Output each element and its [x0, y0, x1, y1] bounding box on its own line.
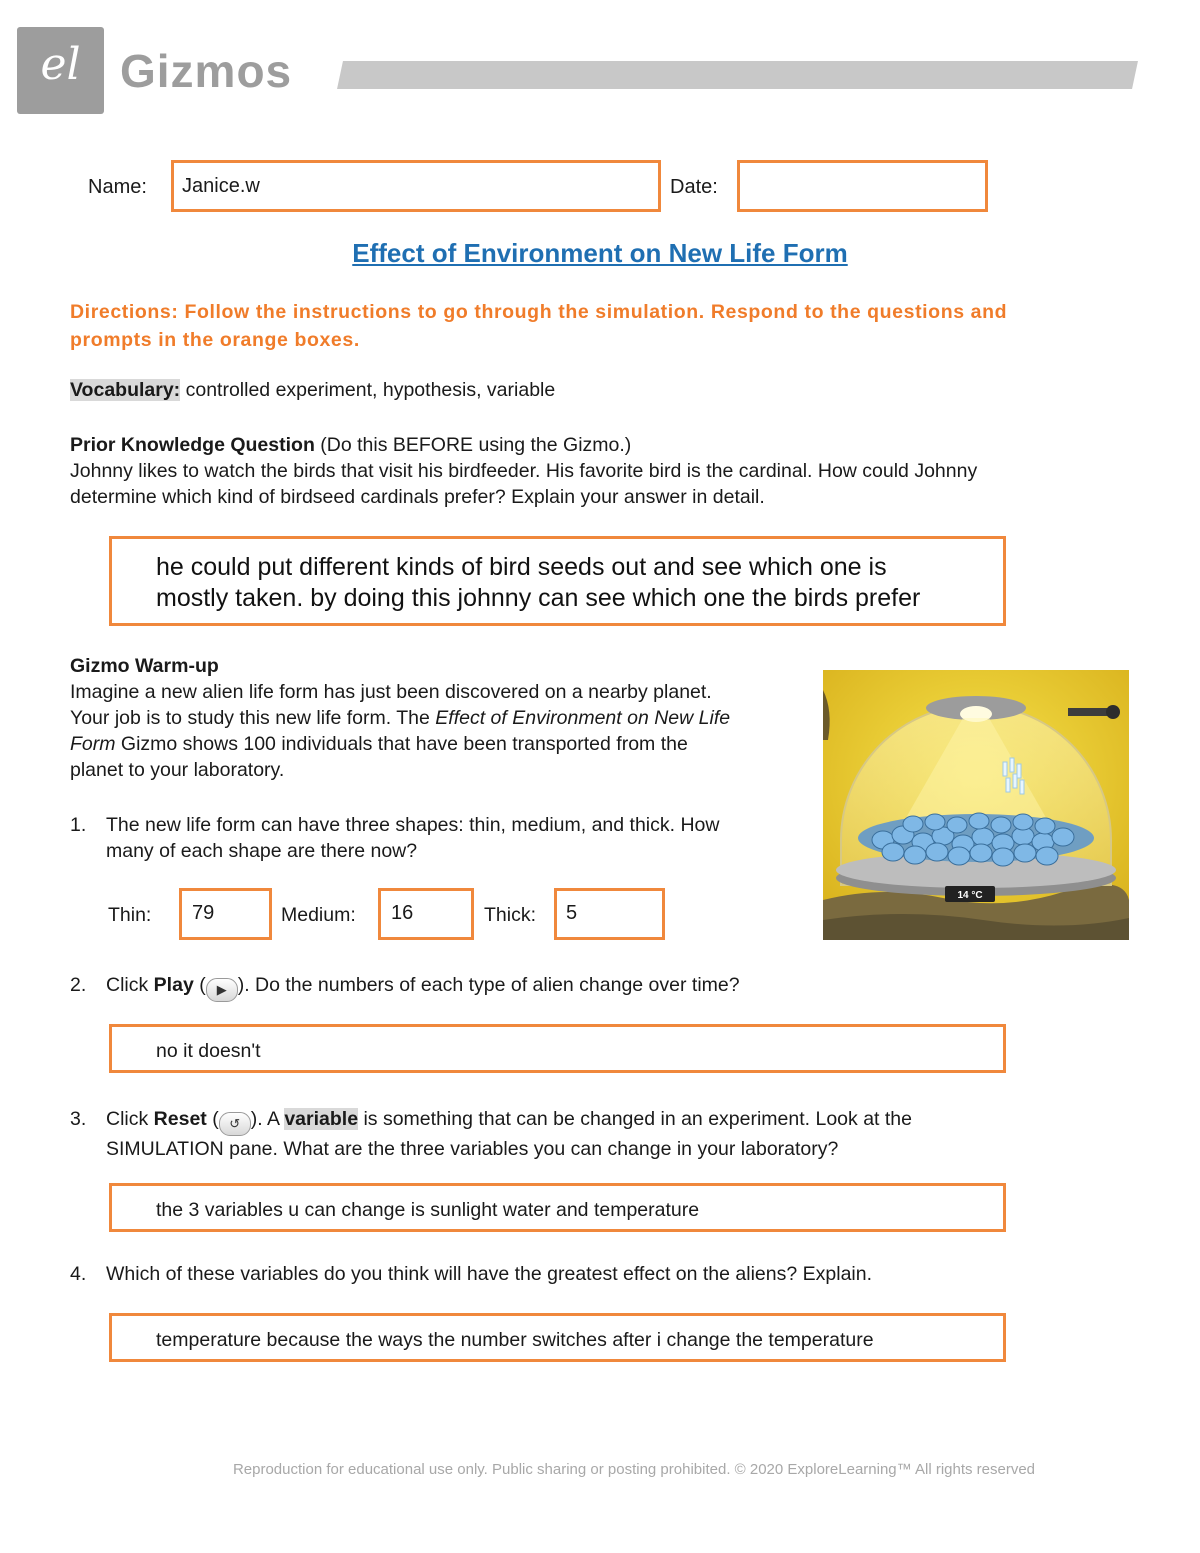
q3-mid: ). A [250, 1108, 285, 1130]
q3-pre: Click [106, 1108, 154, 1130]
thick-label: Thick: [484, 904, 537, 926]
warmup-heading: Gizmo Warm-up [70, 655, 219, 677]
name-field[interactable] [171, 160, 661, 212]
q4-text: Which of these variables do you think will have the greatest effect on the aliens? Explain. [106, 1263, 873, 1285]
medium-field[interactable] [378, 888, 474, 940]
q2-answer: no it doesn't [156, 1040, 261, 1062]
q3-number: 3. [70, 1108, 87, 1130]
directions-line-2: prompts in the orange boxes. [70, 329, 360, 351]
prior-answer-line-2: mostly taken. by doing this johnny can see which one the birds prefer [156, 584, 921, 612]
thick-value: 5 [566, 902, 578, 924]
warmup-line-3b: Gizmo shows 100 individuals that have been transported from the [115, 733, 688, 755]
thin-value: 79 [192, 902, 215, 924]
q1-line-2: many of each shape are there now? [106, 840, 418, 862]
q2-open: ( [193, 974, 206, 996]
q2-post: ). Do the numbers of each type of alien change over time? [237, 974, 740, 996]
q2-pre: Click [106, 974, 154, 996]
reset-icon: ↺ [219, 1112, 251, 1136]
q4-answer: temperature because the ways the number switches after i change the temperature [156, 1329, 874, 1351]
warmup-line-3a: Form [70, 733, 116, 755]
q2-answer-box[interactable] [109, 1024, 1006, 1073]
q3-term: variable [284, 1108, 359, 1130]
vocabulary-terms: controlled experiment, hypothesis, variable [180, 379, 556, 401]
prior-answer-line-1: he could put different kinds of bird seeds out and see which one is [156, 553, 887, 581]
medium-value: 16 [391, 902, 414, 924]
q1-text [106, 812, 806, 864]
vocabulary [70, 377, 555, 403]
directions-line-1: Directions: Follow the instructions to go through the simulation. Respond to the questions and [70, 301, 1008, 323]
header-bar [337, 61, 1138, 89]
q4-answer-box[interactable] [109, 1313, 1006, 1362]
temperature-display: 14 °C [957, 890, 983, 901]
prior-text-line-1: Johnny likes to watch the birds that visit his birdfeeder. His favorite bird is the cardinal. How could Johnny [70, 460, 978, 482]
prior-knowledge-question [70, 432, 1130, 510]
page-title: Effect of Environment on New Life Form [352, 238, 848, 268]
q3-answer: the 3 variables u can change is sunlight water and temperature [156, 1199, 700, 1221]
thick-field[interactable] [554, 888, 665, 940]
warmup-line-2a: Your job is to study this new life form. The [70, 707, 436, 729]
q3-answer-box[interactable] [109, 1183, 1006, 1232]
brand-name: Gizmos [120, 45, 293, 97]
q4-number: 4. [70, 1263, 87, 1285]
warmup-line-1: Imagine a new alien life form has just been discovered on a nearby planet. [70, 681, 712, 703]
q2-text [106, 972, 1106, 1002]
name-label: Name: [88, 176, 147, 198]
directions [70, 298, 1110, 354]
warmup-line-2b: Effect of Environment on New Life [435, 707, 731, 729]
thin-label: Thin: [108, 904, 152, 926]
logo [17, 27, 104, 114]
q2-number: 2. [70, 974, 87, 996]
name-value: Janice.w [182, 175, 260, 197]
prior-answer-box[interactable] [109, 536, 1006, 626]
prior-text-line-2: determine which kind of birdseed cardinals prefer? Explain your answer in detail. [70, 486, 765, 508]
q1-number: 1. [70, 814, 87, 836]
medium-label: Medium: [281, 904, 356, 926]
q3-line-2: SIMULATION pane. What are the three variables you can change in your laboratory? [106, 1138, 839, 1160]
warmup-section [70, 653, 810, 783]
q3-open: ( [206, 1108, 219, 1130]
simulation-image [823, 670, 1129, 940]
q3-post: is something that can be changed in an experiment. Look at the [358, 1108, 912, 1130]
footer: Reproduction for educational use only. Public sharing or posting prohibited. © 2020 ExploreLearning™ All rights reserved [232, 1461, 1036, 1478]
prior-heading: Prior Knowledge Question [70, 434, 315, 456]
thin-field[interactable] [179, 888, 272, 940]
play-icon: ▶ [206, 978, 238, 1002]
q3-reset-word: Reset [153, 1108, 207, 1130]
logo-mark: el [40, 39, 81, 90]
warmup-line-4: planet to your laboratory. [70, 759, 285, 781]
vocabulary-label: Vocabulary: [70, 379, 181, 401]
q1-line-1: The new life form can have three shapes: thin, medium, and thick. How [106, 814, 720, 836]
q3-text [106, 1106, 1106, 1162]
date-field[interactable] [737, 160, 988, 212]
prior-answer [156, 552, 920, 614]
q2-play-word: Play [153, 974, 194, 996]
prior-note: (Do this BEFORE using the Gizmo.) [314, 434, 632, 456]
date-label: Date: [670, 176, 718, 198]
